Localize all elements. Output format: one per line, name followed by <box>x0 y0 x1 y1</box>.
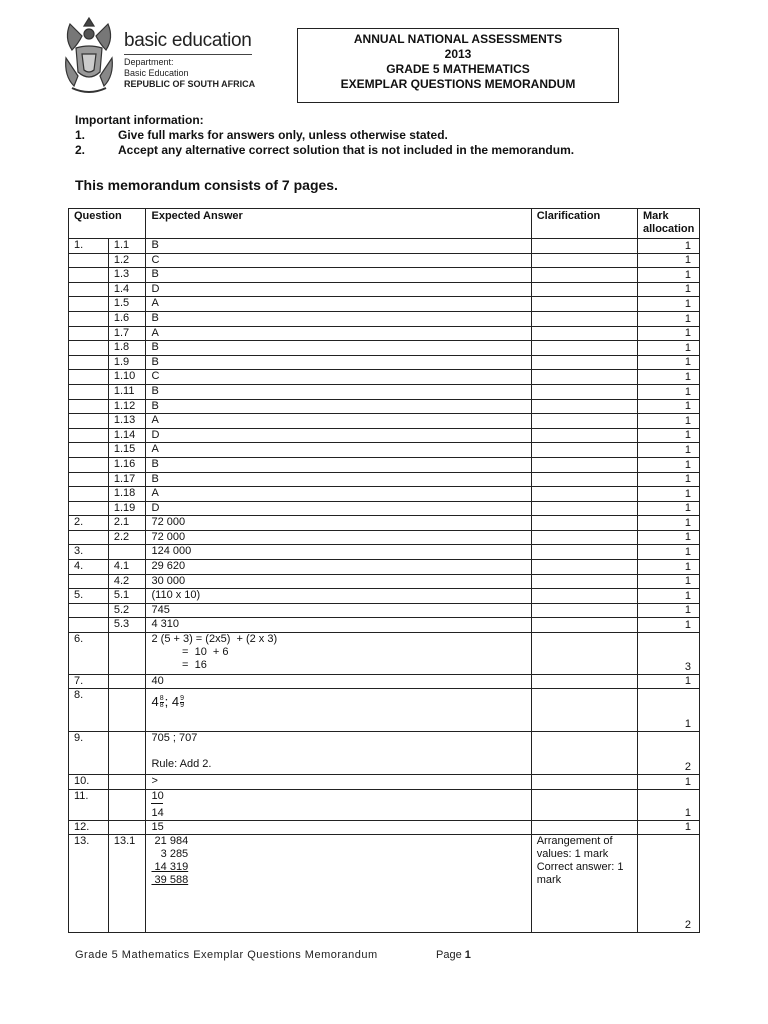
clarification <box>531 789 637 820</box>
expected-answer <box>146 341 531 356</box>
clarification <box>531 560 637 575</box>
answer-line: D <box>151 428 160 441</box>
expected-answer <box>146 443 531 458</box>
expected-answer <box>146 326 531 341</box>
table-row <box>69 675 700 689</box>
expected-answer <box>146 574 531 589</box>
sub-question-number: 5.2 <box>108 603 146 618</box>
answer-line: A <box>151 297 159 310</box>
answer-line: (110 x 10) <box>151 589 201 602</box>
answer-line: 705 ; 707 <box>151 732 198 745</box>
expected-answer <box>146 689 531 732</box>
answer-line: 745 <box>151 603 170 616</box>
sub-question-number: 1.4 <box>108 282 146 297</box>
table-row <box>69 341 700 356</box>
important-information <box>75 113 574 158</box>
question-number <box>69 414 109 429</box>
mark-allocation: 1 <box>637 341 699 356</box>
expected-answer <box>146 560 531 575</box>
mark-allocation: 1 <box>637 820 699 834</box>
answer-line: B <box>151 239 159 251</box>
clarification <box>531 355 637 370</box>
answer-line: 29 620 <box>151 560 186 573</box>
answer-line: 15 <box>151 820 164 833</box>
table-row <box>69 603 700 618</box>
sub-question-number: 1.7 <box>108 326 146 341</box>
table-row <box>69 370 700 385</box>
mark-allocation: 1 <box>637 384 699 399</box>
question-number <box>69 355 109 370</box>
question-number <box>69 384 109 399</box>
expected-answer <box>146 675 531 689</box>
sub-question-number: 1.19 <box>108 501 146 516</box>
title-line-2: 2013 <box>444 47 472 61</box>
question-number <box>69 253 109 268</box>
sub-question-number: 4.1 <box>108 560 146 575</box>
mark-allocation: 1 <box>637 487 699 502</box>
department-line-2: Basic Education <box>124 68 189 78</box>
sub-question-number: 2.1 <box>108 516 146 531</box>
mark-allocation: 1 <box>637 675 699 689</box>
mark-allocation: 1 <box>637 560 699 575</box>
mark-allocation: 1 <box>637 472 699 487</box>
clarification <box>531 618 637 633</box>
clarification-line: mark <box>536 873 562 886</box>
clarification-line: Correct answer: 1 <box>536 860 624 873</box>
footer-page <box>436 949 471 961</box>
question-number <box>69 268 109 283</box>
answer-line: = 16 <box>151 659 207 672</box>
question-number <box>69 618 109 633</box>
mark-allocation: 1 <box>637 253 699 268</box>
mark-allocation: 1 <box>637 618 699 633</box>
question-number <box>69 370 109 385</box>
answer-line: 30 000 <box>151 574 186 587</box>
answer-line: B <box>151 399 159 412</box>
question-number <box>69 457 109 472</box>
table-row <box>69 732 700 775</box>
expected-answer <box>146 775 531 790</box>
header-expected-answer: Expected Answer <box>146 209 531 239</box>
footer-page-label: Page <box>436 949 462 961</box>
table-row <box>69 282 700 297</box>
mark-allocation: 1 <box>637 370 699 385</box>
clarification <box>531 311 637 326</box>
clarification <box>531 370 637 385</box>
question-number: 8. <box>69 689 109 732</box>
mark-allocation: 1 <box>637 443 699 458</box>
table-row <box>69 775 700 790</box>
clarification <box>531 472 637 487</box>
info-item <box>75 143 574 158</box>
sub-question-number: 4.2 <box>108 574 146 589</box>
mark-allocation: 3 <box>637 633 699 675</box>
answer-line: 40 <box>151 675 164 688</box>
clarification <box>531 282 637 297</box>
info-item-text: Give full marks for answers only, unless otherwise stated. <box>118 128 448 142</box>
expected-answer <box>146 399 531 414</box>
question-number <box>69 341 109 356</box>
clarification <box>531 834 637 932</box>
table-row <box>69 355 700 370</box>
mark-allocation: 1 <box>637 530 699 545</box>
sub-question-number: 1.14 <box>108 428 146 443</box>
table-row <box>69 297 700 312</box>
title-line-4: EXEMPLAR QUESTIONS MEMORANDUM <box>340 77 576 91</box>
clarification <box>531 516 637 531</box>
clarification <box>531 820 637 834</box>
expected-answer <box>146 428 531 443</box>
department-block <box>124 57 255 90</box>
clarification <box>531 545 637 560</box>
sub-question-number: 1.1 <box>108 239 146 254</box>
expected-answer <box>146 530 531 545</box>
expected-answer <box>146 297 531 312</box>
sub-question-number: 1.16 <box>108 457 146 472</box>
clarification <box>531 530 637 545</box>
expected-answer <box>146 472 531 487</box>
sub-question-number: 1.18 <box>108 487 146 502</box>
clarification-line: Arrangement of <box>536 834 613 847</box>
table-row <box>69 516 700 531</box>
mark-allocation: 1 <box>637 689 699 732</box>
table-row <box>69 545 700 560</box>
table-row <box>69 618 700 633</box>
answer-line: 2 (5 + 3) = (2x5) + (2 x 3) <box>151 633 278 646</box>
table-row <box>69 820 700 834</box>
table-row <box>69 530 700 545</box>
question-number: 11. <box>69 789 109 820</box>
table-row <box>69 326 700 341</box>
question-number <box>69 399 109 414</box>
question-number: 9. <box>69 732 109 775</box>
question-number <box>69 311 109 326</box>
question-number: 7. <box>69 675 109 689</box>
question-number <box>69 443 109 458</box>
info-item-number: 1. <box>75 128 86 142</box>
sub-question-number <box>108 820 146 834</box>
info-heading: Important information: <box>75 113 204 127</box>
clarification <box>531 487 637 502</box>
expected-answer <box>146 384 531 399</box>
whole-number: ; 4 <box>164 694 180 710</box>
answer-line: B <box>151 311 159 324</box>
whole-number: 4 <box>151 694 159 710</box>
table-row <box>69 789 700 820</box>
table-row <box>69 268 700 283</box>
table-row <box>69 501 700 516</box>
mark-allocation: 1 <box>637 355 699 370</box>
expected-answer <box>146 789 531 820</box>
answer-line: A <box>151 414 159 427</box>
clarification <box>531 501 637 516</box>
sub-question-number: 1.9 <box>108 355 146 370</box>
answer-line: C <box>151 253 160 266</box>
expected-answer <box>146 603 531 618</box>
mark-allocation: 1 <box>637 399 699 414</box>
expected-answer <box>146 311 531 326</box>
clarification <box>531 253 637 268</box>
expected-answer <box>146 589 531 604</box>
expected-answer <box>146 414 531 429</box>
clarification <box>531 384 637 399</box>
mark-allocation: 1 <box>637 789 699 820</box>
header-question: Question <box>69 209 146 239</box>
question-number <box>69 282 109 297</box>
answer-line: C <box>151 370 160 383</box>
memorandum-table <box>68 208 700 933</box>
mark-allocation: 1 <box>637 589 699 604</box>
fraction: $\frac{8}{8}$ <box>159 695 164 710</box>
answer-line: B <box>151 384 159 397</box>
expected-answer <box>146 355 531 370</box>
expected-answer <box>146 239 531 254</box>
title-line-1: ANNUAL NATIONAL ASSESSMENTS <box>353 32 563 46</box>
table-row <box>69 487 700 502</box>
mark-allocation: 2 <box>637 732 699 775</box>
answer-line: B <box>151 341 159 354</box>
info-item-text: Accept any alternative correct solution that is not included in the memorandum. <box>118 143 575 157</box>
answer-line: D <box>151 282 160 295</box>
answer-line: 124 000 <box>151 545 192 558</box>
expected-answer <box>146 501 531 516</box>
table-row <box>69 253 700 268</box>
answer-line: B <box>151 472 159 485</box>
question-number <box>69 326 109 341</box>
mark-allocation: 1 <box>637 574 699 589</box>
info-item-number: 2. <box>75 143 86 157</box>
mark-allocation: 1 <box>637 457 699 472</box>
clarification <box>531 574 637 589</box>
sub-question-number <box>108 633 146 675</box>
sub-question-number: 1.11 <box>108 384 146 399</box>
answer-line: 39 588 <box>151 873 189 886</box>
answer-line: Rule: Add 2. <box>151 758 212 771</box>
info-item <box>75 128 574 143</box>
sub-question-number <box>108 689 146 732</box>
clarification <box>531 326 637 341</box>
expected-answer <box>146 282 531 297</box>
sub-question-number: 13.1 <box>108 834 146 932</box>
clarification <box>531 732 637 775</box>
table-row <box>69 560 700 575</box>
clarification <box>531 443 637 458</box>
question-number <box>69 472 109 487</box>
clarification <box>531 239 637 254</box>
question-number <box>69 530 109 545</box>
mark-allocation: 1 <box>637 545 699 560</box>
document-title-box <box>297 28 619 103</box>
clarification <box>531 775 637 790</box>
sub-question-number: 5.1 <box>108 589 146 604</box>
table-row <box>69 399 700 414</box>
table-row <box>69 834 700 932</box>
sub-question-number <box>108 675 146 689</box>
mark-allocation: 1 <box>637 428 699 443</box>
expected-answer <box>146 457 531 472</box>
mark-allocation: 1 <box>637 268 699 283</box>
table-row <box>69 589 700 604</box>
answer-line: D <box>151 501 160 514</box>
title-line-3: GRADE 5 MATHEMATICS <box>386 62 530 76</box>
sub-question-number <box>108 789 146 820</box>
sub-question-number: 1.10 <box>108 370 146 385</box>
table-row <box>69 311 700 326</box>
question-number: 10. <box>69 775 109 790</box>
page-count-note: This memorandum consists of 7 pages. <box>75 177 338 193</box>
clarification <box>531 589 637 604</box>
table-row <box>69 574 700 589</box>
clarification <box>531 633 637 675</box>
expected-answer <box>146 820 531 834</box>
answer-line: 14 319 <box>151 860 189 873</box>
sub-question-number: 1.5 <box>108 297 146 312</box>
mark-allocation: 1 <box>637 326 699 341</box>
fraction: $\frac{9}{9}$ <box>180 695 184 710</box>
mark-allocation: 2 <box>637 834 699 932</box>
clarification <box>531 457 637 472</box>
question-number: 13. <box>69 834 109 932</box>
clarification <box>531 399 637 414</box>
question-number: 3. <box>69 545 109 560</box>
sub-question-number <box>108 545 146 560</box>
expected-answer <box>146 253 531 268</box>
expected-answer <box>146 633 531 675</box>
answer-line: A <box>151 487 159 500</box>
question-number: 12. <box>69 820 109 834</box>
question-number <box>69 603 109 618</box>
expected-answer <box>146 268 531 283</box>
table-row <box>69 472 700 487</box>
answer-line <box>151 745 525 758</box>
answer-line: 72 000 <box>151 516 186 529</box>
question-number <box>69 297 109 312</box>
answer-line: > <box>151 775 158 788</box>
sub-question-number: 1.15 <box>108 443 146 458</box>
answer-line: 4 310 <box>151 618 180 631</box>
table-row <box>69 414 700 429</box>
footer-page-number: 1 <box>464 949 471 961</box>
question-number: 4. <box>69 560 109 575</box>
answer-line: B <box>151 268 159 281</box>
table-row <box>69 443 700 458</box>
mark-allocation: 1 <box>637 775 699 790</box>
question-number: 2. <box>69 516 109 531</box>
table-row <box>69 428 700 443</box>
mark-allocation: 1 <box>637 501 699 516</box>
table-row <box>69 689 700 732</box>
sub-question-number: 5.3 <box>108 618 146 633</box>
answer-line: 21 984 <box>151 834 189 847</box>
sub-question-number: 1.12 <box>108 399 146 414</box>
expected-answer <box>146 618 531 633</box>
sub-question-number: 1.6 <box>108 311 146 326</box>
mark-allocation: 1 <box>637 311 699 326</box>
answer-line: = 10 + 6 <box>151 646 229 659</box>
coat-of-arms-icon <box>60 14 118 98</box>
answer-line: 3 285 <box>151 847 189 860</box>
clarification <box>531 428 637 443</box>
sub-question-number <box>108 775 146 790</box>
question-number: 1. <box>69 239 109 254</box>
sub-question-number <box>108 732 146 775</box>
question-number: 6. <box>69 633 109 675</box>
mark-allocation: 1 <box>637 297 699 312</box>
sub-question-number: 1.8 <box>108 341 146 356</box>
answer-line: 14 <box>151 806 164 819</box>
question-number: 5. <box>69 589 109 604</box>
clarification <box>531 689 637 732</box>
expected-answer <box>146 487 531 502</box>
question-number <box>69 487 109 502</box>
question-number <box>69 501 109 516</box>
sub-question-number: 2.2 <box>108 530 146 545</box>
expected-answer <box>146 370 531 385</box>
sub-question-number: 1.2 <box>108 253 146 268</box>
clarification <box>531 414 637 429</box>
answer-line: B <box>151 355 159 368</box>
table-row <box>69 239 700 254</box>
sub-question-number: 1.17 <box>108 472 146 487</box>
mark-allocation: 1 <box>637 282 699 297</box>
expected-answer <box>146 545 531 560</box>
clarification <box>531 603 637 618</box>
answer-line: 72 000 <box>151 530 186 543</box>
mark-allocation: 1 <box>637 516 699 531</box>
question-number <box>69 574 109 589</box>
department-line-1: Department: <box>124 57 174 67</box>
answer-line: A <box>151 443 159 456</box>
sub-question-number: 1.3 <box>108 268 146 283</box>
clarification <box>531 341 637 356</box>
answer-line: 10 <box>151 789 164 802</box>
expected-answer <box>146 834 531 932</box>
expected-answer <box>146 516 531 531</box>
answer-line: A <box>151 326 159 339</box>
table-row <box>69 457 700 472</box>
table-row <box>69 633 700 675</box>
clarification-line: values: 1 mark <box>536 847 609 860</box>
mark-allocation: 1 <box>637 414 699 429</box>
answer-line: B <box>151 457 159 470</box>
question-number <box>69 428 109 443</box>
logo <box>60 14 280 100</box>
table-row <box>69 384 700 399</box>
mark-allocation: 1 <box>637 239 699 254</box>
header-mark-allocation: Mark allocation <box>637 209 699 239</box>
mark-allocation: 1 <box>637 603 699 618</box>
clarification <box>531 268 637 283</box>
clarification <box>531 675 637 689</box>
brand-divider <box>124 54 252 55</box>
header-clarification: Clarification <box>531 209 637 239</box>
country-name: REPUBLIC OF SOUTH AFRICA <box>124 79 256 89</box>
sub-question-number: 1.13 <box>108 414 146 429</box>
expected-answer <box>146 732 531 775</box>
footer-text: Grade 5 Mathematics Exemplar Questions Memorandum <box>75 949 378 961</box>
memorandum-table-body <box>69 239 700 933</box>
brand-name: basic education <box>124 30 252 51</box>
clarification <box>531 297 637 312</box>
